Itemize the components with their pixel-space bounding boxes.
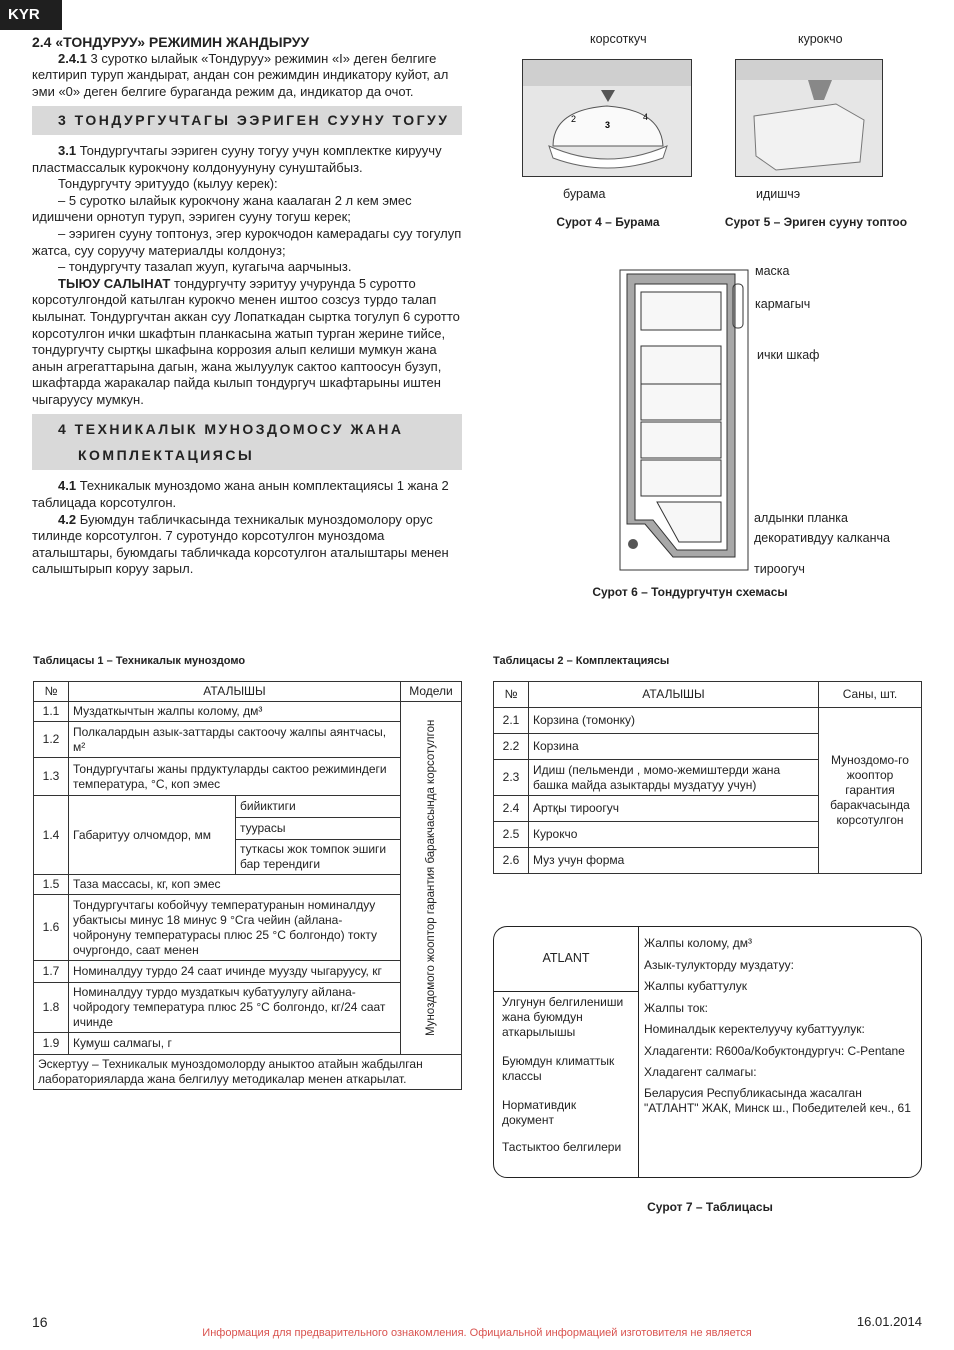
row-name: Курокчо xyxy=(529,822,819,848)
preview-notice: Информация для предварительного ознакомления. Официальной информацией изготовителя не является xyxy=(202,1327,752,1339)
row-number: 1.8 xyxy=(34,983,69,1033)
fig5-caption: Сурот 5 – Эриген сууну топтоо xyxy=(724,215,908,229)
dial-mark: 2 xyxy=(571,114,577,124)
row-name: Номиналдуу турдо муздаткыч кубатуулугу айлана-чойродогу температура плюс 25 °C болгондо, кг/24 саат ичинде xyxy=(69,983,401,1033)
fig5-label-bottom: идишчэ xyxy=(756,187,801,201)
nameplate-right-item: Азык-тулукторду муздатуу: xyxy=(644,957,794,972)
para-text: Техникалык муноздомо жана анын комплектациясы 1 жана 2 таблицада корсотулгон. xyxy=(32,478,449,511)
fig6-caption: Сурот 6 – Тондургучтун схемасы xyxy=(592,585,788,599)
row-number: 2.2 xyxy=(494,734,529,760)
row-number: 2.1 xyxy=(494,708,529,734)
fig6-freezer-diagram xyxy=(605,262,755,572)
fig4-dial-image xyxy=(522,59,692,177)
fig5-label-top: курокчо xyxy=(798,32,843,46)
warning-text: тондургучту ээритуу учурунда 5 суротто корсотулгондой катылган курокчо менен иштоо созсуз турдо талап кылынат. Тондургучтан аккан суу Лопаткадан сыртка тогулуп 6 суротто корсотулгон ички шкафтын планкасына жатып турган жерине тийсе, тондургучту сыртқы шкафына коррозия алып келиши мумкун жана анын агрегаттарына дагын, жана жылуулук сактоо каптоосун бузуп, шкафтарда жаракалар пайда кылып тондургуч шкафтарыны иштен чыгаруусу мумкун. xyxy=(32,275,460,407)
row-number: 1.1 xyxy=(34,702,69,722)
row-number: 1.9 xyxy=(34,1033,69,1055)
row-name: Кумуш салмагы, г xyxy=(69,1033,401,1055)
fig6-label-inner-cabinet: ички шкаф xyxy=(757,348,820,362)
container-illustration xyxy=(736,60,882,176)
divider xyxy=(638,927,639,1177)
table2 xyxy=(493,681,922,874)
nameplate-left xyxy=(502,995,630,1155)
para-warning xyxy=(32,276,462,409)
row-name: Габаритуу олчомдор, мм xyxy=(69,796,236,875)
nameplate-right xyxy=(644,933,916,1116)
table1-footnote: Эскертуу – Техникалык муноздомолорду аныктоо атайын жабдылган лабораторияларда жана белгилуу методикалар менен аткарылат. xyxy=(34,1055,462,1090)
table1 xyxy=(33,681,462,1090)
table-header: № xyxy=(494,682,529,708)
dial-mark: 4 xyxy=(643,112,649,122)
row-name: Корзина xyxy=(529,734,819,760)
section-2-4-title: 2.4 «ТОНДУРУУ» РЕЖИМИН ЖАНДЫРУУ xyxy=(32,34,310,50)
nameplate-left-item: Буюмдун климаттык классы xyxy=(502,1054,615,1083)
nameplate-left-item: Нормативдик документ xyxy=(502,1098,577,1127)
left-text-column xyxy=(32,34,462,578)
row-number: 1.5 xyxy=(34,875,69,895)
row-name: Муз учун форма xyxy=(529,848,819,874)
nameplate-left-item: Тастыктоо белгилери xyxy=(502,1140,622,1154)
table2-caption: Таблицасы 2 – Комплектациясы xyxy=(493,655,670,667)
row-name: Таза массасы, кг, коп эмес xyxy=(69,875,401,895)
row-number: 2.6 xyxy=(494,848,529,874)
row-name: Артқы тироогуч xyxy=(529,796,819,822)
nameplate-right-item: Хладагенти: R600a/Кобуктондургуч: C-Pentane xyxy=(644,1043,905,1058)
fig4-caption: Сурот 4 – Бурама xyxy=(556,215,660,229)
nameplate-left-item: Улгунун белгилениши жана буюмдун аткарылышы xyxy=(502,995,624,1039)
drip-tray-icon xyxy=(808,80,832,100)
row-number: 2.4 xyxy=(494,796,529,822)
row-number: 1.6 xyxy=(34,895,69,961)
row-name: Идиш (пельменди , момо-жемиштерди жана башка майда азыктарды муздатуу учун) xyxy=(529,760,819,796)
nameplate-right-item: Номиналдык керектелуучу кубаттуулук: xyxy=(644,1022,865,1036)
nameplate-right-item: Жалпы кубаттулук xyxy=(644,979,747,993)
row-sub: бийиктиги xyxy=(236,796,401,818)
page-number: 16 xyxy=(32,1314,48,1330)
row-number: 2.3 xyxy=(494,760,529,796)
fig6-label-handle: кармагыч xyxy=(755,297,811,311)
fig6-label-stop: тироогуч xyxy=(754,562,805,576)
fig5-container-image xyxy=(735,59,883,177)
table-header: АТАЛЫШЫ xyxy=(69,682,401,702)
dial-mark: 3 xyxy=(605,120,611,130)
fig6-label-mask: маска xyxy=(755,264,790,278)
fig4-label-top: корсоткуч xyxy=(590,32,647,46)
page-date: 16.01.2014 xyxy=(856,1314,922,1329)
brand-label: ATLANT xyxy=(542,951,590,965)
para-num: 4.2 xyxy=(58,511,77,527)
nameplate-right-item: Беларусия Республикасында жасалган "АТЛАНТ" ЖАК, Минск ш., Победителей кеч., 61 xyxy=(644,1085,911,1115)
para-3-4: – ээриген сууну топтонуз, эгер курокчодон камерадагы суу тогулуп жатса, суу соруучу материалды колдонуз; xyxy=(32,225,462,258)
compressor-icon xyxy=(628,539,638,549)
nameplate-right-item: Жалпы ток: xyxy=(644,1000,708,1015)
warning-label: ТЫЮУ САЛЫНАТ xyxy=(58,275,171,291)
row-name: Корзина (томонку) xyxy=(529,708,819,734)
fig6-label-bottom-plank: алдынки планка xyxy=(754,511,848,525)
para-4-2 xyxy=(32,512,462,578)
row-name: Тондургучтагы жаны прдуктуларды сактоо режиминдеги температура, °C, коп эмес xyxy=(69,758,401,796)
nameplate-right-item: Жалпы колому, дм³ xyxy=(644,936,753,950)
section-4-title-line1: 4 ТЕХНИКАЛЫК МУНОЗДОМОСУ ЖАНА xyxy=(58,421,404,438)
fig7-caption: Сурот 7 – Таблицасы xyxy=(647,1200,773,1214)
para-text: Буюмдун табличкасында техникалык муноздомолору орус тилинде корсотулгон. 7 суротундо корсотулгон муноздома аталыштары, буюмдагы табличкада корсотулгон аталыштары менен салыштырып коруу зарыл. xyxy=(32,511,449,577)
para-num: 2.4.1 xyxy=(58,50,87,66)
freezer-illustration xyxy=(605,262,755,572)
row-number: 1.7 xyxy=(34,961,69,983)
language-tag: KYR xyxy=(0,0,62,30)
fig4-label-bottom: бурама xyxy=(563,187,606,201)
row-number: 1.3 xyxy=(34,758,69,796)
model-note-cell xyxy=(401,702,462,1055)
para-text: 3 суротко ылайык «Тондуруу» режимин «I» деген белгиге келтирип туруп жандырат, андан сон режимдин индикатору куйот, ал эми «0» деген белгиге бураганда режим да, индикатор да очот. xyxy=(32,50,449,99)
row-name: Муздаткычтын жалпы колому, дм³ xyxy=(69,702,401,722)
model-note: Муноздомого жооптор гарантия баракчасында корсотулгон xyxy=(424,719,437,1037)
para-4-1 xyxy=(32,478,462,511)
para-text: Тондургучтагы ээриген сууну тогуу учун комплектке кируучу пластмассалык курокчону колдонуунуну сунуштайбыз. xyxy=(32,142,442,175)
row-name: Номиналдуу турдо 24 саат ичинде муузду чыгаруусу, кг xyxy=(69,961,401,983)
table1-caption: Таблицасы 1 – Техникалык муноздомо xyxy=(33,655,246,667)
table-header: Модели xyxy=(401,682,462,702)
section-4-title xyxy=(32,414,462,470)
table-header: № xyxy=(34,682,69,702)
row-sub: туурасы xyxy=(236,818,401,840)
row-name: Тондургучтагы кобойчуу температуранын номиналдуу убактысы минус 18 минус 9 °Cга чейин (айлана-чойронуну температурасы плюс 25 °C болгондо) токту очургондо, саат менен xyxy=(69,895,401,961)
section-4-title-line2: КОМПЛЕКТАЦИЯСЫ xyxy=(78,447,255,464)
nameplate-right-item: Хладагент салмагы: xyxy=(644,1065,757,1079)
row-sub: туткасы жок томпок эшиги бар терендиги xyxy=(236,840,401,875)
row-number: 2.5 xyxy=(494,822,529,848)
row-name: Полкалардын азык-заттарды сактоочу жалпы аянтчасы, м² xyxy=(69,722,401,758)
row-number: 1.2 xyxy=(34,722,69,758)
para-3-5: – тондургучту тазалап жууп, кугагыча аарчыныз. xyxy=(58,259,352,275)
pointer-icon xyxy=(601,90,615,102)
para-3-3: – 5 суротко ылайык курокчону жана каалаган 2 л кем эмес идишчени орнотуп туруп, ээриген сууну тогуш керек; xyxy=(32,192,412,225)
table-header: АТАЛЫШЫ xyxy=(529,682,819,708)
para-3-1 xyxy=(32,143,462,176)
dial-illustration xyxy=(523,60,691,176)
row-number: 1.4 xyxy=(34,796,69,875)
fig6-label-decorative-panel: декоративдуу калканча xyxy=(754,531,890,545)
para-2-4-1 xyxy=(32,51,462,101)
para-num: 4.1 xyxy=(58,478,77,494)
para-3-2: Тондургучту эритуудо (кылуу керек): xyxy=(58,176,278,192)
divider xyxy=(494,991,639,992)
table-header: Саны, шт. xyxy=(819,682,922,708)
fig7-nameplate xyxy=(493,926,922,1178)
para-num: 3.1 xyxy=(58,142,77,158)
qty-note: Муноздомо-го жооптор гарантия баракчасында корсотулгон xyxy=(819,708,922,874)
section-3-title: 3 ТОНДУРГУЧТАГЫ ЭЭРИГЕН СУУНУ ТОГУУ xyxy=(32,106,462,135)
